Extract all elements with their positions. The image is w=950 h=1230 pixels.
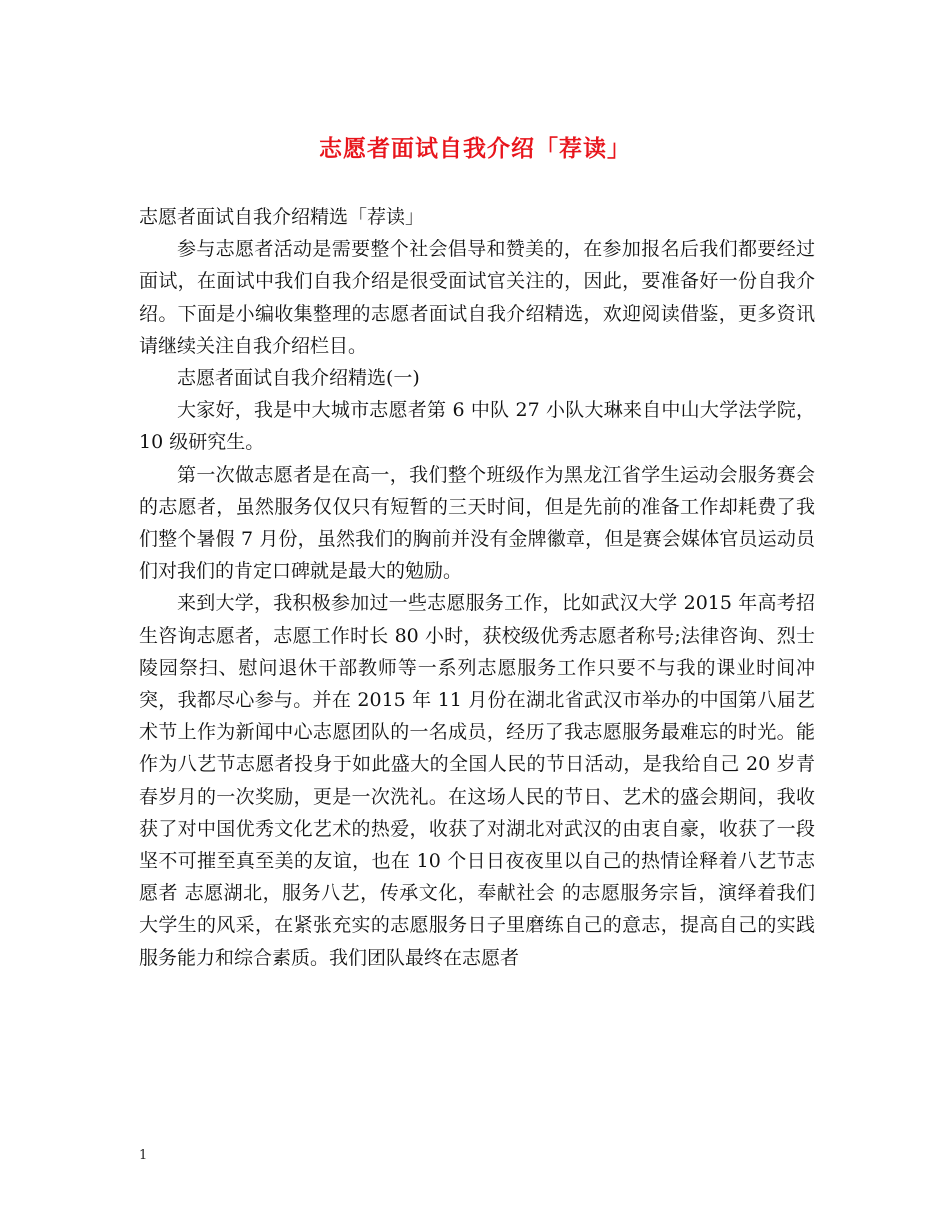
paragraph: 第一次做志愿者是在高一，我们整个班级作为黑龙江省学生运动会服务赛会的志愿者，虽然服务仅仅只有短暂的三天时间，但是先前的准备工作却耗费了我们整个暑假 7 月份，虽然我们的胸前并没有金牌徽章，但是赛会媒体官员运动员们对我们的肯定口碑就是最大的勉励。 [139, 463, 815, 583]
subtitle-line: 志愿者面试自我介绍精选「荐读」 [139, 206, 425, 228]
document-body [139, 201, 815, 974]
paragraph: 来到大学，我积极参加过一些志愿服务工作，比如武汉大学 2015 年高考招生咨询志愿者，志愿工作时长 80 小时，获校级优秀志愿者称号;法律咨询、烈士陵园祭扫、慰问退休干部教师等一系列志愿服务工作只要不与我的课业时间冲突，我都尽心参与。并在 2015 年 11 月份在湖北省武汉市举办的中国第八届艺术节上作为新闻中心志愿团队的一名成员，经历了我志愿服务最难忘的时光。能作为八艺节志愿者投身于如此盛大的全国人民的节日活动，是我给自己 20 岁青春岁月的一次奖励，更是一次洗礼。在这场人民的节日、艺术的盛会期间，我收获了对中国优秀文化艺术的热爱，收获了对湖北对武汉的由衷自豪，收获了一段坚不可摧至真至美的友谊，也在 10 个日日夜夜里以自己的热情诠释着八艺节志愿者 志愿湖北，服务八艺，传承文化，奉献社会 的志愿服务宗旨，演绎着我们大学生的风采，在紧张充实的志愿服务日子里磨练自己的意志，提高自己的实践服务能力和综合素质。我们团队最终在志愿者 [139, 592, 815, 969]
paragraph: 参与志愿者活动是需要整个社会倡导和赞美的，在参加报名后我们都要经过面试，在面试中我们自我介绍是很受面试官关注的，因此，要准备好一份自我介绍。下面是小编收集整理的志愿者面试自我介绍精选，欢迎阅读借鉴，更多资讯请继续关注自我介绍栏目。 [139, 238, 815, 357]
page-number: 1 [139, 1148, 148, 1163]
section-heading: 志愿者面试自我介绍精选(一) [177, 367, 420, 390]
document-title: 志愿者面试自我介绍「荐读」 [319, 135, 631, 162]
paragraph: 大家好，我是中大城市志愿者第 6 中队 27 小队大琳来自中山大学法学院，10 级研究生。 [139, 399, 815, 454]
